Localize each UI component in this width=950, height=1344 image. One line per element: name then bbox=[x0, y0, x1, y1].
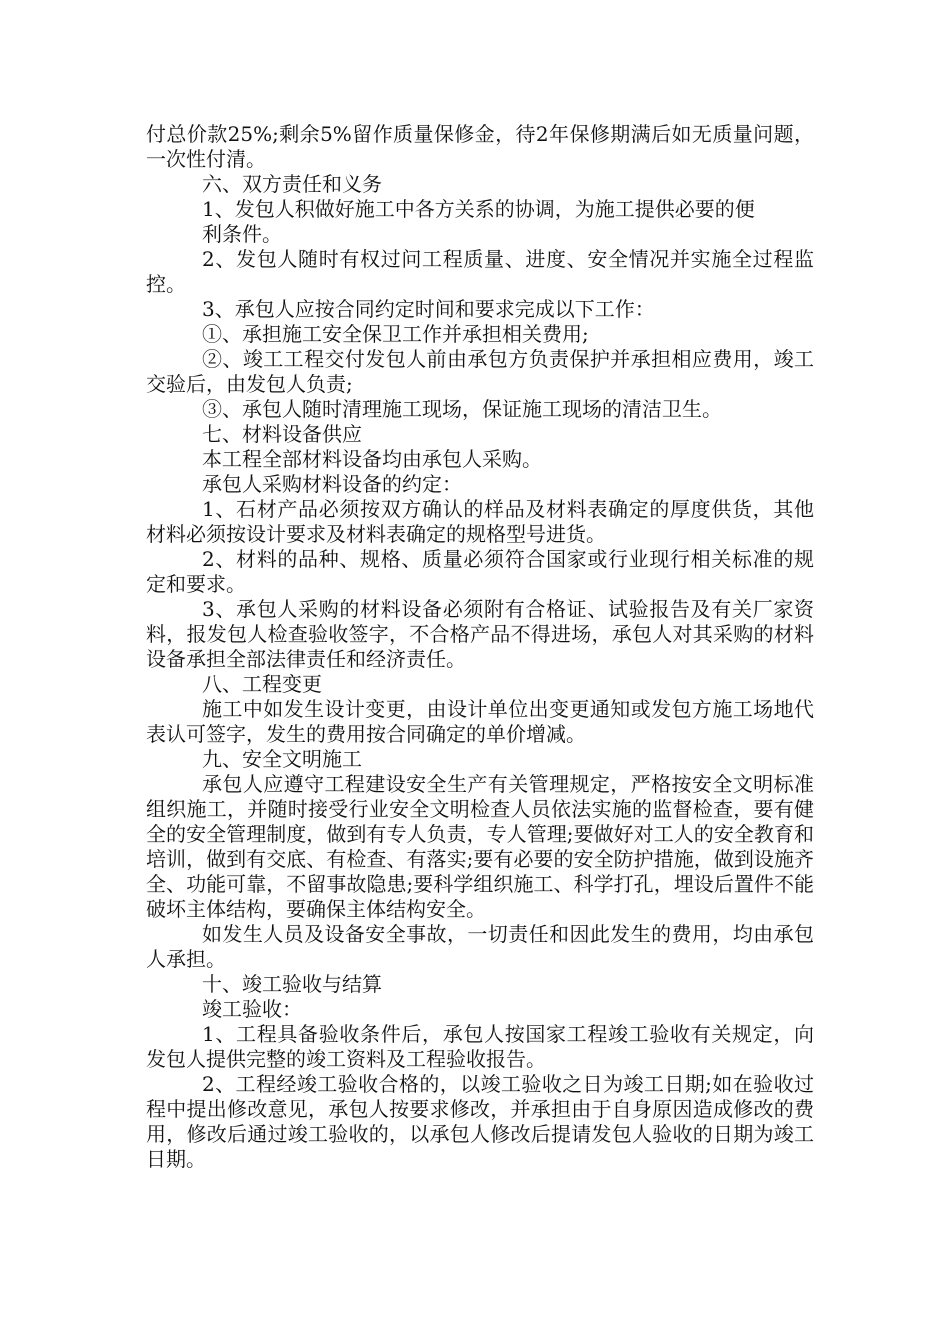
document-page bbox=[146, 122, 814, 1172]
clause-6-3: 3、承包人应按合同约定时间和要求完成以下工作： bbox=[202, 297, 655, 321]
section-heading-7: 七、材料设备供应 bbox=[202, 422, 362, 446]
section-heading-9: 九、安全文明施工 bbox=[202, 747, 362, 771]
clause-7-3: 3、承包人采购的材料设备必须附有合格证、试验报告及有关厂家资料，报发包人检查验收签字，不合格产品不得进场，承包人对其采购的材料设备承担全部法律责任和经济责任。 bbox=[146, 597, 814, 671]
clause-10-2: 2、工程经竣工验收合格的，以竣工验收之日为竣工日期;如在验收过程中提出修改意见，承包人按要求修改，并承担由于自身原因造成修改的费用，修改后通过竣工验收的，以承包人修改后提请发包人验收的日期为竣工日期。 bbox=[146, 1072, 814, 1171]
clause-6-2: 2、发包人随时有权过问工程质量、进度、安全情况并实施全过程监控。 bbox=[146, 247, 814, 296]
clause-6-1-continued: 利条件。 bbox=[202, 222, 282, 246]
section-heading-10: 十、竣工验收与结算 bbox=[202, 972, 382, 996]
paragraph-payment-terms: 付总价款25%;剩余5%留作质量保修金，待2年保修期满后如无质量问题，一次性付清。 bbox=[146, 122, 814, 171]
clause-7-2: 2、材料的品种、规格、质量必须符合国家或行业现行相关标准的规定和要求。 bbox=[146, 547, 814, 596]
clause-6-3-item-2: ②、竣工工程交付发包人前由承包方负责保护并承担相应费用，竣工交验后，由发包人负责; bbox=[146, 347, 814, 396]
clause-10-subheading: 竣工验收： bbox=[202, 997, 302, 1021]
clause-8-body: 施工中如发生设计变更，由设计单位出变更通知或发包方施工场地代表认可签字，发生的费用按合同确定的单价增减。 bbox=[146, 697, 814, 746]
clause-9-body: 承包人应遵守工程建设安全生产有关管理规定，严格按安全文明标准组织施工，并随时接受行业安全文明检查人员依法实施的监督检查，要有健全的安全管理制度，做到有专人负责，专人管理;要做好对工人的安全教育和培训，做到有交底、有检查、有落实;要有必要的安全防护措施，做到设施齐全、功能可靠，不留事故隐患;要科学组织施工、科学打孔，埋设后置件不能破坏主体结构，要确保主体结构安全。 bbox=[146, 772, 814, 921]
clause-7-agreement: 承包人采购材料设备的约定： bbox=[202, 472, 462, 496]
section-heading-6: 六、双方责任和义务 bbox=[202, 172, 382, 196]
clause-7-1: 1、石材产品必须按双方确认的样品及材料表确定的厚度供货，其他材料必须按设计要求及材料表确定的规格型号进货。 bbox=[146, 497, 814, 546]
section-heading-8: 八、工程变更 bbox=[202, 672, 322, 696]
clause-6-3-item-1: ①、承担施工安全保卫工作并承担相关费用; bbox=[202, 322, 589, 346]
clause-6-3-item-3: ③、承包人随时清理施工现场，保证施工现场的清洁卫生。 bbox=[202, 397, 722, 421]
clause-9-liability: 如发生人员及设备安全事故，一切责任和因此发生的费用，均由承包人承担。 bbox=[146, 922, 814, 971]
clause-10-1: 1、工程具备验收条件后，承包人按国家工程竣工验收有关规定，向发包人提供完整的竣工资料及工程验收报告。 bbox=[146, 1022, 814, 1071]
clause-7-intro: 本工程全部材料设备均由承包人采购。 bbox=[202, 447, 542, 471]
clause-6-1: 1、发包人积做好施工中各方关系的协调，为施工提供必要的便 bbox=[202, 197, 755, 221]
